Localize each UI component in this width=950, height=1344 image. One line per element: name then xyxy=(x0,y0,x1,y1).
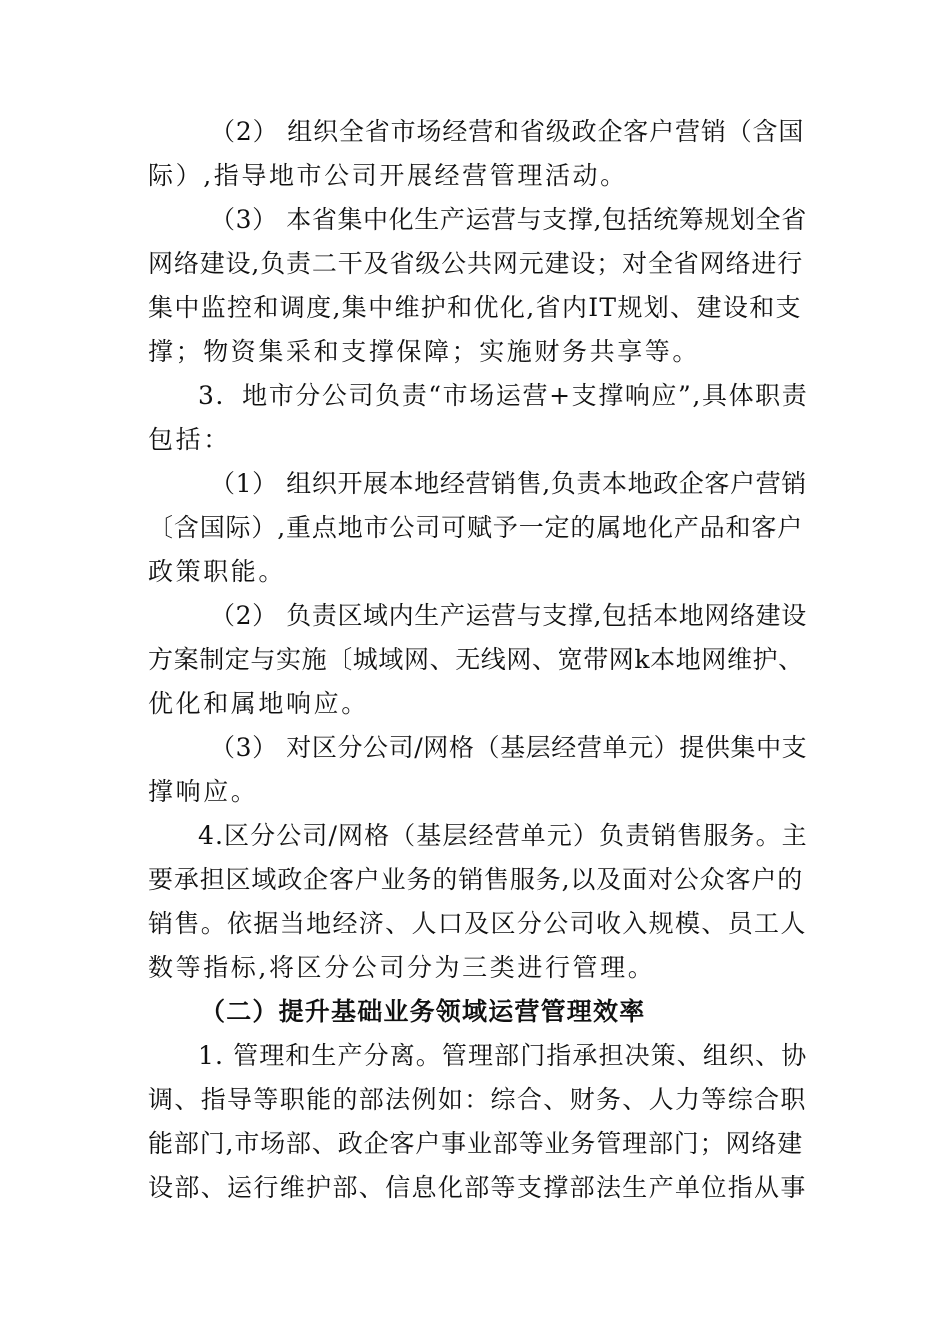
paragraph-line: 设部、运行维护部、信息化部等支撑部法生产单位指从事 xyxy=(148,1173,807,1202)
paragraph-line: 4.区分公司/网格（基层经营单元）负责销售服务。主 xyxy=(198,821,808,850)
paragraph-line: （2） 组织全省市场经营和省级政企客户营销（含国 xyxy=(210,117,805,146)
paragraph-line: 调、指导等职能的部法例如：综合、财务、人力等综合职 xyxy=(148,1085,807,1114)
paragraph-line: 际）,指导地市公司开展经营管理活动。 xyxy=(148,161,628,190)
paragraph-line: 数等指标,将区分公司分为三类进行管理。 xyxy=(148,953,656,982)
paragraph-line: 包括： xyxy=(148,425,231,454)
paragraph-line: 1. 管理和生产分离。管理部门指承担决策、组织、协 xyxy=(198,1041,808,1070)
paragraph-line: 网络建设,负责二干及省级公共网元建设；对全省网络进行 xyxy=(148,249,804,278)
paragraph-line: 方案制定与实施〔城域网、无线网、宽带网k本地网维护、 xyxy=(148,645,804,674)
paragraph-line: 〔含国际）,重点地市公司可赋予一定的属地化产品和客户 xyxy=(148,513,804,542)
paragraph-line: 优化和属地响应。 xyxy=(148,689,369,718)
paragraph-line: 3．地市分公司负责“市场运营+支撑响应”,具体职责 xyxy=(198,381,809,410)
paragraph-line: （2） 负责区域内生产运营与支撑,包括本地网络建设 xyxy=(210,601,807,630)
paragraph-line: 集中监控和调度,集中维护和优化,省内IT规划、建设和支 xyxy=(148,293,802,322)
paragraph-line: （3） 对区分公司/网格（基层经营单元）提供集中支 xyxy=(210,733,808,762)
section-heading: （二）提升基础业务领域运营管理效率 xyxy=(200,997,646,1026)
paragraph-line: 要承担区域政企客户业务的销售服务,以及面对公众客户的 xyxy=(148,865,804,894)
paragraph-line: （3） 本省集中化生产运营与支撑,包括统筹规划全省 xyxy=(210,205,807,234)
paragraph-line: 撑；物资集采和支撑保障；实施财务共享等。 xyxy=(148,337,701,366)
paragraph-line: 能部门,市场部、政企客户事业部等业务管理部门；网络建 xyxy=(148,1129,804,1158)
paragraph-line: 撑响应。 xyxy=(148,777,259,806)
paragraph-line: 政策职能。 xyxy=(148,557,287,586)
paragraph-line: 销售。依据当地经济、人口及区分公司收入规模、员工人 xyxy=(148,909,807,938)
paragraph-line: （1） 组织开展本地经营销售,负责本地政企客户营销 xyxy=(210,469,807,498)
